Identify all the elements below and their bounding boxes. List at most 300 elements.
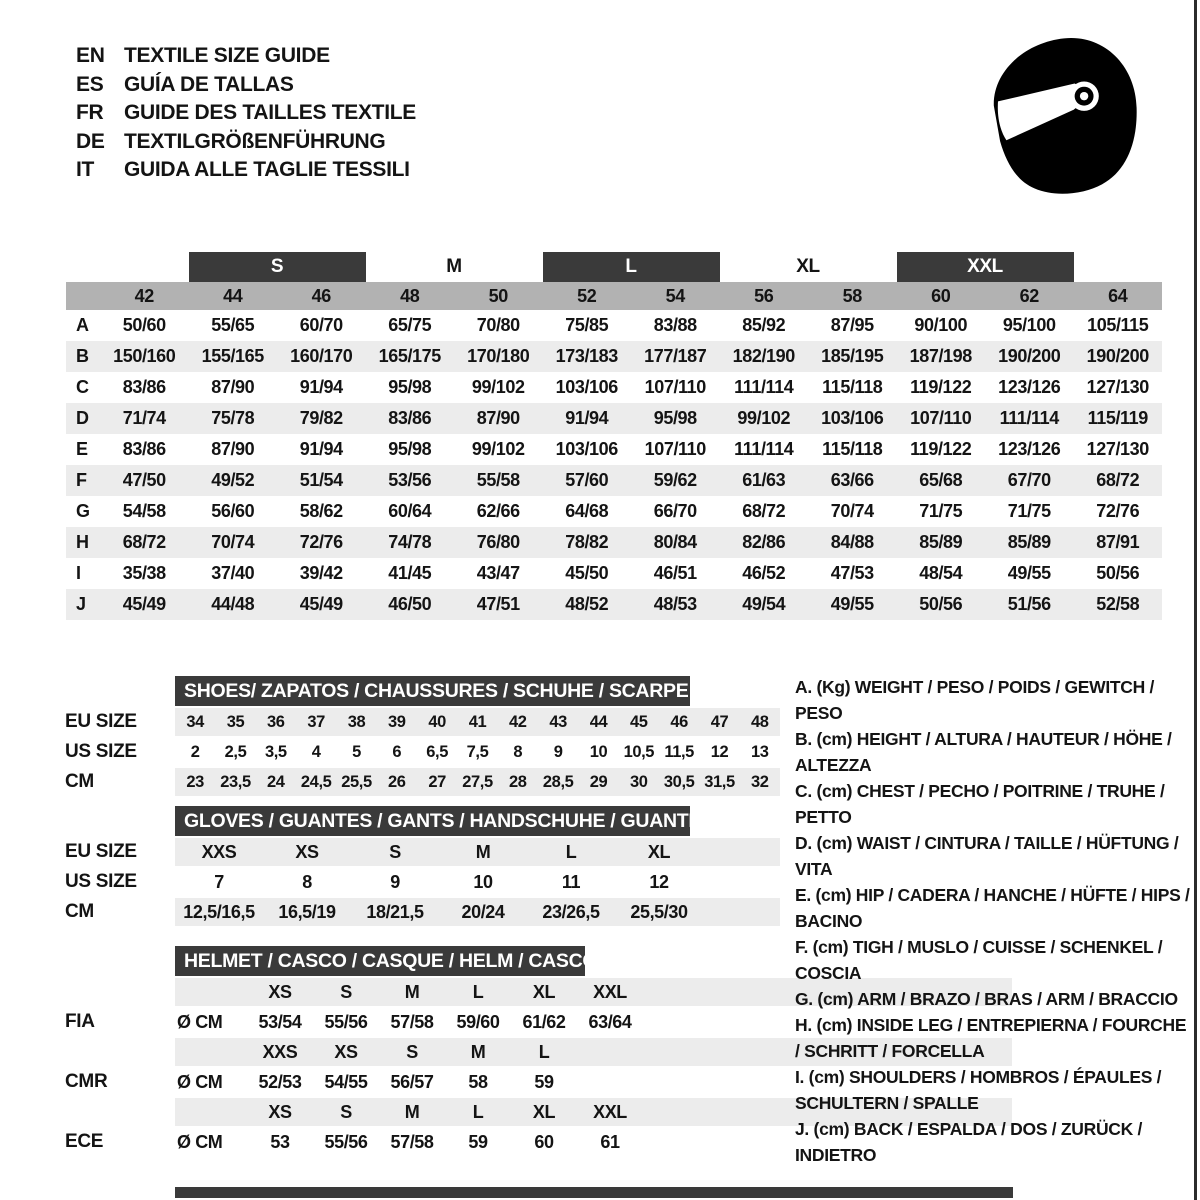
row-values — [175, 768, 780, 796]
value-cell: 71/75 — [1007, 501, 1051, 521]
value-cell: 123/126 — [998, 439, 1061, 459]
language-title: TEXTILE SIZE GUIDE — [124, 44, 330, 67]
value-cell: 155/165 — [201, 346, 264, 366]
value-cell: 46/50 — [388, 594, 432, 614]
value-cell: 41 — [468, 712, 487, 731]
row-label: J — [76, 594, 86, 614]
value-cell: 58/62 — [299, 501, 343, 521]
section-row — [65, 838, 780, 866]
value-cell: 34 — [186, 712, 204, 731]
value-cell: 83/88 — [653, 315, 697, 335]
value-cell: 2,5 — [224, 742, 247, 761]
legend-item: A. (Kg) WEIGHT / PESO / POIDS / GEWITCH / PESO — [795, 677, 1155, 723]
legend-item: J. (cm) BACK / ESPALDA / DOS / ZURÜCK / INDIETRO — [795, 1119, 1143, 1165]
value-cell: 43 — [549, 712, 567, 731]
right-border-line — [1194, 0, 1197, 1200]
value-cell: 56/60 — [211, 501, 255, 521]
value-cell: 57/58 — [390, 1011, 434, 1032]
value-cell: XXS — [201, 841, 237, 862]
value-cell: 62/66 — [476, 501, 520, 521]
value-cell: 63/64 — [588, 1011, 632, 1032]
value-cell: 58 — [468, 1071, 488, 1092]
value-cell: 30 — [630, 772, 648, 791]
legend-item: E. (cm) HIP / CADERA / HANCHE / HÜFTE / HIPS / BACINO — [795, 885, 1190, 931]
value-cell: 80/84 — [653, 532, 697, 552]
value-cell: 30,5 — [663, 772, 695, 791]
value-cell: 72/76 — [1096, 501, 1140, 521]
helmet-size-cell: L — [472, 1101, 484, 1122]
value-cell: 185/195 — [821, 346, 884, 366]
language-title: GUIDA ALLE TAGLIE TESSILI — [124, 158, 410, 181]
size-group-l: L — [543, 252, 720, 282]
value-cell: 48/54 — [919, 563, 963, 583]
value-cell: 60 — [534, 1131, 554, 1152]
value-cell: 72/76 — [299, 532, 343, 552]
size-number-cell: 60 — [931, 285, 951, 306]
value-cell: 37/40 — [211, 563, 255, 583]
value-cell: 7,5 — [466, 742, 489, 761]
measurement-legend — [795, 674, 1195, 1168]
value-cell: 39/42 — [299, 563, 343, 583]
measurement-row-a — [66, 310, 1162, 341]
cropped-section-bar — [175, 1187, 1013, 1198]
value-cell: 31,5 — [704, 772, 735, 791]
value-cell: 119/122 — [910, 377, 972, 397]
row-values — [175, 708, 780, 736]
measurement-row-c — [66, 372, 1162, 403]
value-cell: 52/58 — [1096, 594, 1140, 614]
size-number-cell: 52 — [577, 285, 597, 306]
row-values — [175, 868, 780, 896]
value-cell: 115/118 — [822, 439, 883, 459]
value-cell: 95/98 — [653, 408, 697, 428]
value-cell: 48/52 — [565, 594, 609, 614]
measurement-row-d — [66, 403, 1162, 434]
value-cell: 26 — [388, 772, 406, 791]
value-cell: 187/198 — [909, 346, 972, 366]
value-cell: 50/60 — [122, 315, 166, 335]
value-cell: 44 — [589, 712, 608, 731]
standard-label: ECE — [65, 1131, 104, 1152]
value-cell: 50/56 — [919, 594, 963, 614]
value-cell: 190/200 — [1086, 346, 1149, 366]
value-cell: 11 — [561, 871, 581, 892]
value-cell: 85/89 — [919, 532, 963, 552]
size-number-cell: 46 — [311, 285, 331, 306]
row-side-label: EU SIZE — [65, 841, 137, 862]
value-cell: 23 — [186, 772, 204, 791]
row-label: C — [76, 377, 89, 397]
value-cell: 27 — [428, 772, 446, 791]
helmet-size-cell: XXL — [593, 1101, 627, 1122]
value-cell: 91/94 — [299, 377, 343, 397]
value-cell: 47/50 — [122, 470, 166, 490]
value-cell: 83/86 — [122, 439, 166, 459]
value-cell: 79/82 — [299, 408, 343, 428]
value-cell: 105/115 — [1087, 315, 1149, 335]
value-cell: 57/58 — [390, 1131, 434, 1152]
textile-size-table — [66, 252, 1162, 620]
value-cell: 83/86 — [122, 377, 166, 397]
value-cell: 87/90 — [476, 408, 520, 428]
value-cell: 85/92 — [742, 315, 786, 335]
value-cell: 24,5 — [300, 772, 332, 791]
value-cell: 12 — [649, 871, 669, 892]
value-cell: 82/86 — [742, 532, 786, 552]
shoes-size-table — [65, 676, 780, 798]
helmet-size-cell: S — [406, 1041, 418, 1062]
row-label: H — [76, 532, 89, 552]
value-cell: 190/200 — [998, 346, 1061, 366]
value-cell: 28,5 — [542, 772, 574, 791]
value-cell: 5 — [352, 742, 361, 761]
section-title-bar: SHOES/ ZAPATOS / CHAUSSURES / SCHUHE / SCARPE — [175, 676, 690, 706]
value-cell: 59/60 — [456, 1011, 500, 1032]
value-cell: 55/56 — [324, 1011, 368, 1032]
row-side-label: EU SIZE — [65, 711, 137, 732]
size-number-cell: 42 — [134, 285, 154, 306]
legend-item: H. (cm) INSIDE LEG / ENTREPIERNA / FOURCHE / SCHRITT / FORCELLA — [795, 1015, 1187, 1061]
section-title-bar: GLOVES / GUANTES / GANTS / HANDSCHUHE / GUANTI — [175, 806, 690, 836]
value-cell: S — [389, 841, 401, 862]
value-cell: 87/90 — [211, 439, 255, 459]
row-label: A — [76, 315, 89, 335]
helmet-size-cell: S — [340, 1101, 352, 1122]
value-cell: 99/102 — [471, 439, 525, 459]
helmet-size-cell: XS — [268, 1101, 292, 1122]
value-cell: M — [475, 841, 491, 862]
value-cell: 10,5 — [623, 742, 655, 761]
value-cell: 103/106 — [821, 408, 884, 428]
value-cell: 12,5/16,5 — [183, 901, 255, 922]
section-title-bar: HELMET / CASCO / CASQUE / HELM / CASCO — [175, 946, 585, 976]
row-values — [175, 898, 780, 926]
size-group-header-row — [66, 252, 1162, 282]
value-cell: 71/74 — [122, 408, 166, 428]
value-cell: 87/91 — [1096, 532, 1140, 552]
row-label: B — [76, 346, 89, 366]
value-cell: 45/49 — [299, 594, 343, 614]
value-cell: 150/160 — [113, 346, 176, 366]
value-cell: 45/49 — [122, 594, 166, 614]
section-row — [65, 768, 780, 796]
value-cell: 115/119 — [1087, 408, 1148, 428]
measurement-row-b — [66, 341, 1162, 372]
value-cell: 53/56 — [388, 470, 432, 490]
helmet-size-cell: M — [404, 1101, 420, 1122]
value-cell: 87/95 — [830, 315, 874, 335]
helmet-size-cell: XL — [532, 1101, 556, 1122]
language-title: GUÍA DE TALLAS — [124, 72, 294, 96]
value-cell: 49/54 — [742, 594, 786, 614]
language-row — [76, 42, 416, 71]
value-cell: 53 — [270, 1131, 290, 1152]
value-cell: 90/100 — [914, 315, 968, 335]
value-cell: 40 — [428, 712, 446, 731]
value-cell: 75/85 — [565, 315, 609, 335]
language-title: TEXTILGRÖßENFÜHRUNG — [124, 129, 386, 153]
value-cell: 64/68 — [565, 501, 609, 521]
value-cell: 76/80 — [476, 532, 520, 552]
value-cell: XS — [295, 841, 319, 862]
value-cell: 48 — [751, 712, 769, 731]
helmet-size-cell: XS — [334, 1041, 358, 1062]
size-number-cell: 50 — [488, 285, 508, 306]
row-values — [175, 738, 780, 766]
row-label: F — [76, 470, 87, 490]
value-cell: 7 — [214, 871, 224, 892]
legend-item: D. (cm) WAIST / CINTURA / TAILLE / HÜFTUNG / VITA — [795, 833, 1179, 879]
value-cell: 71/75 — [919, 501, 963, 521]
section-row — [65, 708, 780, 736]
value-cell: 10 — [589, 742, 608, 761]
value-cell: 6,5 — [426, 742, 449, 761]
value-cell: 35 — [226, 712, 245, 731]
value-cell: 65/68 — [919, 470, 963, 490]
value-cell: 68/72 — [122, 532, 166, 552]
value-cell: 103/106 — [555, 377, 618, 397]
value-cell: 24 — [267, 772, 285, 791]
value-cell: 95/100 — [1002, 315, 1056, 335]
value-cell: 43/47 — [476, 563, 520, 583]
value-cell: 59 — [468, 1131, 488, 1152]
value-cell: 160/170 — [290, 346, 353, 366]
value-cell: 61/62 — [522, 1011, 566, 1032]
value-cell: 49/55 — [830, 594, 874, 614]
standard-label: CMR — [65, 1071, 108, 1092]
value-cell: 44/48 — [211, 594, 255, 614]
value-cell: 55/65 — [211, 315, 255, 335]
value-cell: 23,5 — [220, 772, 251, 791]
value-cell: 68/72 — [742, 501, 786, 521]
value-cell: 99/102 — [737, 408, 791, 428]
value-cell: 111/114 — [734, 439, 794, 459]
value-cell: 74/78 — [388, 532, 432, 552]
row-side-label: US SIZE — [65, 871, 137, 892]
language-code: IT — [76, 158, 95, 181]
standard-label: FIA — [65, 1011, 95, 1032]
value-cell: 127/130 — [1086, 439, 1149, 459]
row-side-label: CM — [65, 901, 94, 922]
language-row — [76, 128, 416, 157]
value-cell: 25,5 — [341, 772, 372, 791]
unit-label: Ø CM — [177, 1071, 223, 1092]
value-cell: 27,5 — [462, 772, 493, 791]
value-cell: 111/114 — [999, 408, 1059, 428]
measurement-row-i — [66, 558, 1162, 589]
value-cell: 127/130 — [1086, 377, 1149, 397]
value-cell: 32 — [751, 772, 769, 791]
value-cell: 59/62 — [653, 470, 697, 490]
value-cell: XL — [647, 841, 671, 862]
row-side-label: CM — [65, 771, 94, 792]
value-cell: 63/66 — [830, 470, 874, 490]
value-cell: 37 — [307, 712, 325, 731]
language-code: FR — [76, 101, 104, 124]
language-code: EN — [76, 44, 105, 67]
section-row — [65, 868, 780, 896]
value-cell: 75/78 — [211, 408, 255, 428]
value-cell: 107/110 — [910, 408, 972, 428]
measurement-row-g — [66, 496, 1162, 527]
value-cell: 95/98 — [388, 377, 432, 397]
measurement-row-j — [66, 589, 1162, 620]
value-cell: 111/114 — [734, 377, 794, 397]
size-number-cell: 58 — [842, 285, 862, 306]
size-number-cell: 44 — [223, 285, 243, 306]
value-cell: 78/82 — [565, 532, 609, 552]
size-group-xl: XL — [796, 256, 820, 277]
size-number-cell: 54 — [665, 285, 685, 306]
size-group-m: M — [446, 256, 462, 277]
section-row — [65, 738, 780, 766]
language-title: GUIDE DES TAILLES TEXTILE — [124, 101, 416, 124]
helmet-size-cell: XXL — [593, 981, 627, 1002]
value-cell: 99/102 — [471, 377, 525, 397]
value-cell: L — [565, 841, 577, 862]
helmet-size-cell: L — [538, 1041, 550, 1062]
helmet-size-cell: M — [404, 981, 420, 1002]
measurement-row-f — [66, 465, 1162, 496]
value-cell: 3,5 — [264, 742, 287, 761]
row-label: G — [76, 501, 90, 521]
measurement-row-h — [66, 527, 1162, 558]
value-cell: 49/55 — [1007, 563, 1051, 583]
size-group-xxl: XXL — [897, 252, 1074, 282]
value-cell: 2 — [190, 742, 200, 761]
racing-helmet-icon — [982, 30, 1140, 198]
value-cell: 50/56 — [1096, 563, 1140, 583]
value-cell: 45 — [630, 712, 648, 731]
value-cell: 57/60 — [565, 470, 609, 490]
unit-label: Ø CM — [177, 1131, 223, 1152]
value-cell: 83/86 — [388, 408, 432, 428]
value-cell: 13 — [751, 742, 769, 761]
value-cell: 67/70 — [1007, 470, 1051, 490]
value-cell: 36 — [267, 712, 285, 731]
value-cell: 95/98 — [388, 439, 432, 459]
value-cell: 23/26,5 — [542, 901, 600, 922]
value-cell: 28 — [509, 772, 527, 791]
value-cell: 182/190 — [732, 346, 795, 366]
value-cell: 12 — [710, 742, 729, 761]
value-cell: 9 — [553, 742, 563, 761]
legend-item: B. (cm) HEIGHT / ALTURA / HAUTEUR / HÖHE / ALTEZZA — [795, 729, 1172, 775]
size-number-cell: 56 — [754, 285, 774, 306]
value-cell: 56/57 — [390, 1071, 434, 1092]
language-row — [76, 156, 416, 185]
value-cell: 59 — [534, 1071, 554, 1092]
value-cell: 8 — [513, 742, 523, 761]
value-cell: 170/180 — [467, 346, 530, 366]
value-cell: 103/106 — [555, 439, 618, 459]
row-label: E — [76, 439, 88, 459]
value-cell: 20/24 — [461, 901, 505, 922]
value-cell: 60/64 — [388, 501, 432, 521]
value-cell: 8 — [302, 871, 312, 892]
value-cell: 46/51 — [653, 563, 697, 583]
value-cell: 38 — [347, 712, 366, 731]
value-cell: 47/51 — [476, 594, 520, 614]
row-values — [175, 838, 780, 866]
size-number-row — [66, 282, 1162, 310]
value-cell: 29 — [589, 772, 608, 791]
legend-item: F. (cm) TIGH / MUSLO / CUISSE / SCHENKEL / COSCIA — [795, 937, 1163, 983]
value-cell: 42 — [509, 712, 527, 731]
value-cell: 35/38 — [122, 563, 166, 583]
size-number-cell: 62 — [1019, 285, 1039, 306]
value-cell: 91/94 — [565, 408, 609, 428]
value-cell: 107/110 — [644, 439, 706, 459]
value-cell: 18/21,5 — [366, 901, 424, 922]
value-cell: 115/118 — [822, 377, 883, 397]
value-cell: 46 — [670, 712, 688, 731]
value-cell: 107/110 — [644, 377, 706, 397]
section-title-row — [65, 806, 780, 836]
row-label: D — [76, 408, 89, 428]
value-cell: 6 — [392, 742, 402, 761]
value-cell: 47/53 — [830, 563, 874, 583]
value-cell: 48/53 — [653, 594, 697, 614]
size-number-cell: 48 — [400, 285, 420, 306]
value-cell: 4 — [311, 742, 321, 761]
helmet-size-cell: L — [472, 981, 484, 1002]
value-cell: 53/54 — [258, 1011, 302, 1032]
value-cell: 54/55 — [324, 1071, 368, 1092]
language-row — [76, 99, 416, 128]
helmet-size-cell: XS — [268, 981, 292, 1002]
row-side-label: US SIZE — [65, 741, 137, 762]
value-cell: 46/52 — [742, 563, 786, 583]
value-cell: 91/94 — [299, 439, 343, 459]
value-cell: 61/63 — [742, 470, 786, 490]
value-cell: 11,5 — [664, 742, 694, 761]
value-cell: 165/175 — [378, 346, 441, 366]
value-cell: 10 — [473, 871, 493, 892]
value-cell: 84/88 — [830, 532, 874, 552]
value-cell: 54/58 — [122, 501, 166, 521]
unit-label: Ø CM — [177, 1011, 223, 1032]
value-cell: 41/45 — [388, 563, 432, 583]
value-cell: 51/56 — [1007, 594, 1051, 614]
value-cell: 52/53 — [258, 1071, 302, 1092]
helmet-size-cell: M — [470, 1041, 486, 1062]
value-cell: 173/183 — [555, 346, 618, 366]
row-label: I — [76, 563, 81, 583]
helmet-size-cell: S — [340, 981, 352, 1002]
value-cell: 123/126 — [998, 377, 1061, 397]
value-cell: 60/70 — [299, 315, 343, 335]
value-cell: 45/50 — [565, 563, 609, 583]
helmet-size-cell: XL — [532, 981, 556, 1002]
value-cell: 16,5/19 — [278, 901, 336, 922]
value-cell: 39 — [388, 712, 406, 731]
section-title-row — [65, 676, 780, 706]
value-cell: 65/75 — [388, 315, 432, 335]
value-cell: 119/122 — [910, 439, 972, 459]
value-cell: 66/70 — [653, 501, 697, 521]
value-cell: 177/187 — [644, 346, 707, 366]
value-cell: 70/80 — [476, 315, 520, 335]
legend-item: G. (cm) ARM / BRAZO / BRAS / ARM / BRACCIO — [795, 989, 1178, 1009]
size-group-s: S — [189, 252, 366, 282]
value-cell: 49/52 — [211, 470, 255, 490]
value-cell: 25,5/30 — [630, 901, 688, 922]
value-cell: 70/74 — [830, 501, 874, 521]
value-cell: 9 — [390, 871, 400, 892]
measurement-row-e — [66, 434, 1162, 465]
value-cell: 68/72 — [1096, 470, 1140, 490]
